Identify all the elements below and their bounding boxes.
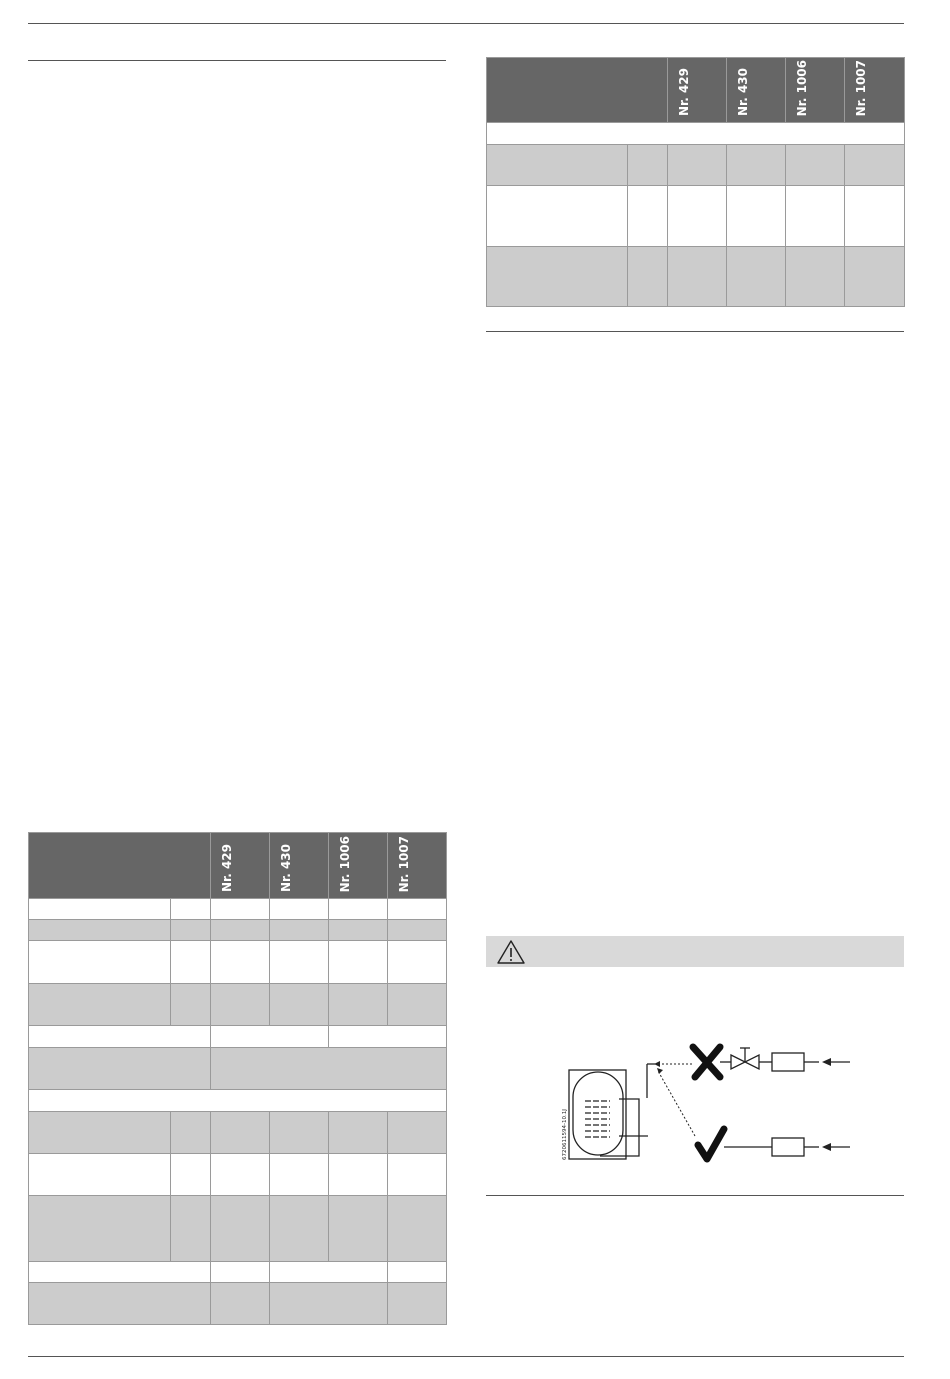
warning-bar	[486, 936, 904, 967]
spec-table-left	[28, 832, 447, 1325]
table-row	[29, 1090, 447, 1112]
table-row	[29, 1196, 447, 1262]
table-row	[29, 920, 447, 941]
connection-pipes	[600, 1064, 655, 1156]
dotted-arrow-lower	[658, 1071, 695, 1136]
warning-triangle-icon	[496, 939, 526, 965]
arrowhead	[654, 1061, 660, 1067]
col-header-label: Nr. 429	[677, 67, 691, 116]
table-row	[487, 123, 905, 145]
col-header-label: Nr. 1006	[338, 835, 352, 892]
col-header-nr-1007	[845, 58, 905, 123]
table-row	[29, 1154, 447, 1196]
table-row	[487, 186, 905, 247]
col-header-nr-430	[727, 58, 786, 123]
spec-table-right	[486, 57, 905, 307]
table-row	[29, 1112, 447, 1154]
check-mark-icon	[698, 1129, 724, 1159]
table-row	[29, 1262, 447, 1283]
right-section-rule	[486, 331, 904, 332]
installation-diagram	[555, 1035, 855, 1165]
col-header-label: Nr. 429	[220, 843, 234, 892]
table-row	[29, 1026, 447, 1048]
figure-bottom-rule	[486, 1195, 904, 1196]
inflow-arrow-lower	[822, 1143, 850, 1151]
cross-mark-icon	[693, 1047, 720, 1077]
storage-tank	[569, 1070, 626, 1159]
header-blank	[29, 833, 211, 899]
figure-id-label: 6720611594-10.1J	[562, 1109, 568, 1160]
header-blank	[487, 58, 668, 123]
col-header-label: Nr. 430	[279, 843, 293, 892]
table-row	[487, 247, 905, 307]
arrowhead	[657, 1068, 663, 1074]
table-row	[487, 145, 905, 186]
table-row	[29, 1048, 447, 1090]
inflow-arrow-upper	[822, 1058, 850, 1066]
table-row	[29, 984, 447, 1026]
footer-rule	[28, 1356, 904, 1357]
col-header-label: Nr. 1007	[854, 59, 868, 116]
pipe-lower	[724, 1138, 819, 1156]
table-row	[29, 899, 447, 920]
header-rule	[28, 23, 904, 24]
col-header-nr-1006	[786, 58, 845, 123]
col-header-label: Nr. 430	[736, 67, 750, 116]
col-header-label: Nr. 1006	[795, 59, 809, 116]
valve-icon	[720, 1048, 819, 1071]
col-header-nr-1007	[388, 833, 447, 899]
col-header-nr-1006	[329, 833, 388, 899]
col-header-label: Nr. 1007	[397, 835, 411, 892]
table-row	[29, 941, 447, 984]
col-header-nr-429	[211, 833, 270, 899]
col-header-nr-429	[668, 58, 727, 123]
table-row	[29, 1283, 447, 1325]
col-header-nr-430	[270, 833, 329, 899]
left-section-rule	[28, 60, 446, 61]
